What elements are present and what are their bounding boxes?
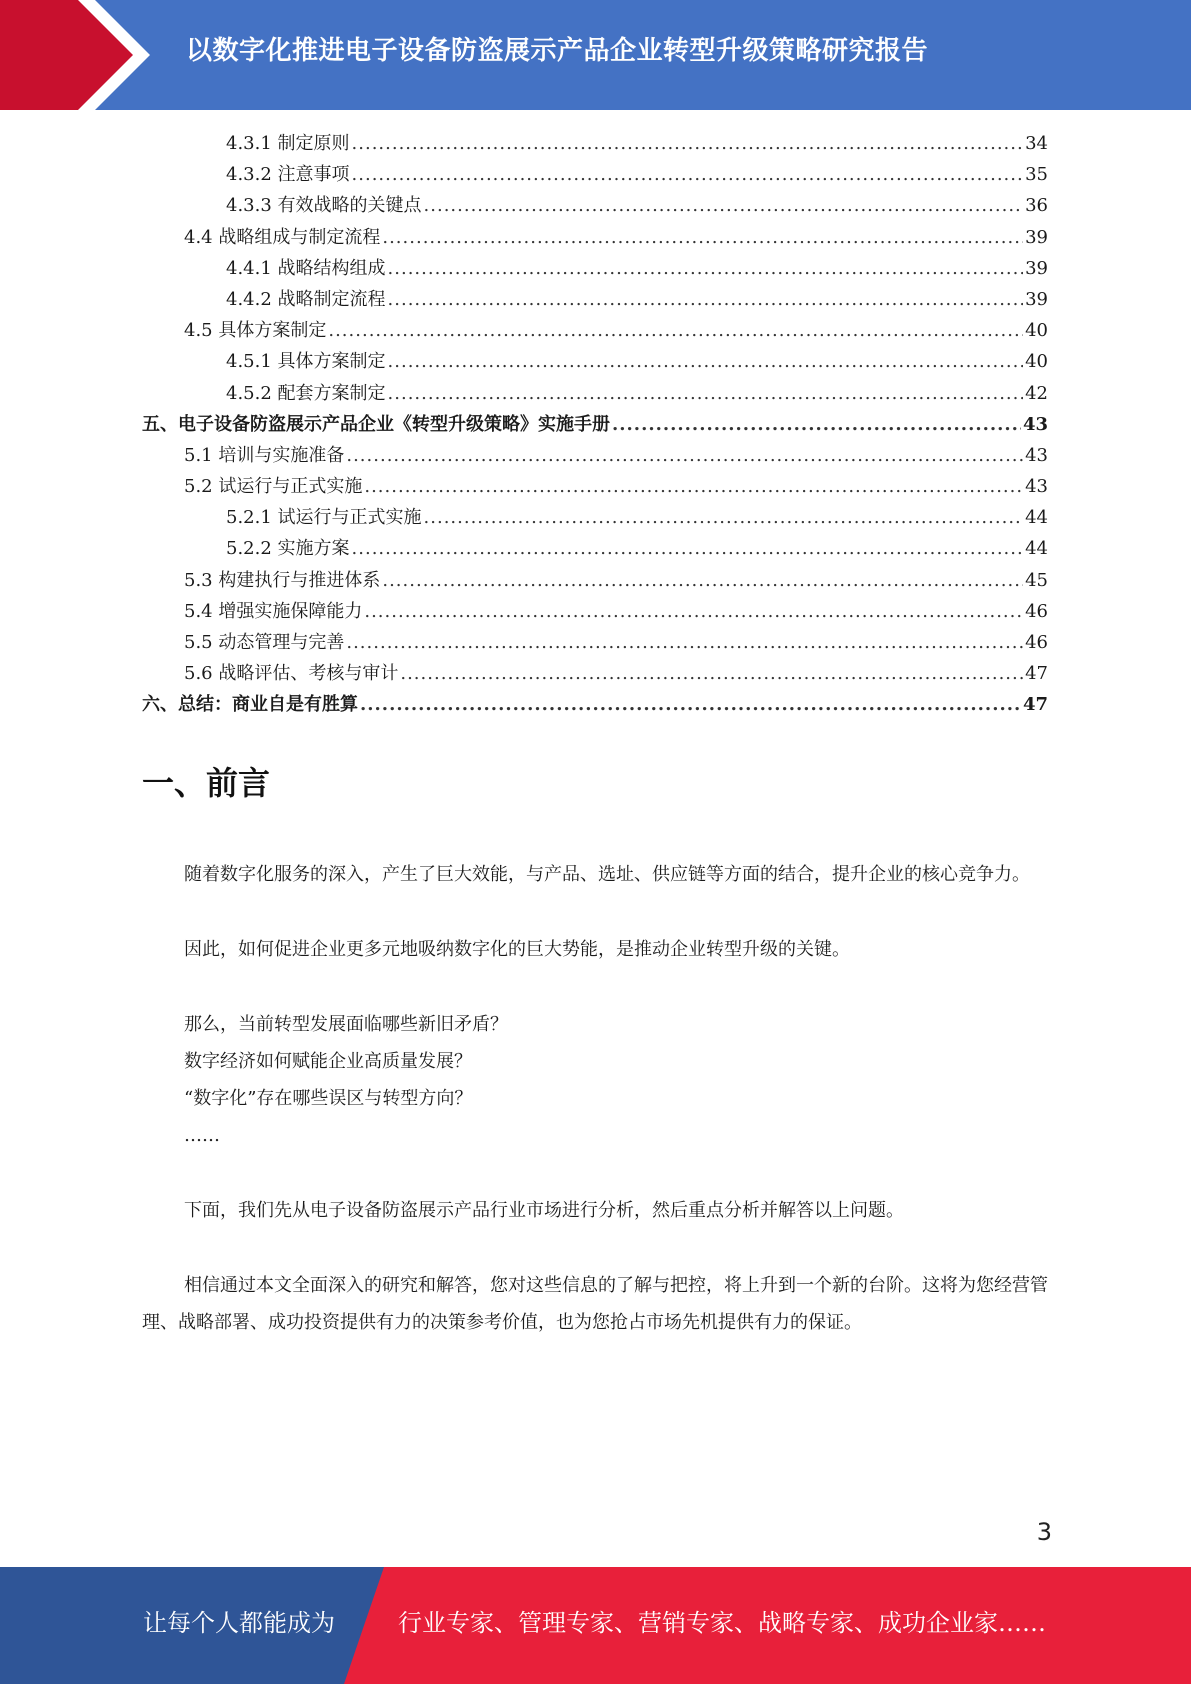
toc-entry[interactable] [142,159,1048,190]
toc-entry-page: 42 [1025,382,1048,404]
toc-entry-page: 34 [1025,133,1048,154]
toc-entry-page: 39 [1025,288,1048,310]
toc-entry-title: 4.5.2 配套方案制定 [226,382,386,404]
toc-entry-title: 六、总结：商业自是有胜算 [142,694,358,716]
toc-entry-title: 4.5.1 具体方案制定 [226,351,386,373]
toc-dot-leader [388,378,1024,409]
toc-entry-title: 5.2.2 实施方案 [226,538,350,560]
toc-entry-page: 44 [1025,538,1048,560]
toc-entry-title: 4.3.2 注意事项 [226,164,350,186]
footer-slogan-left: 让每个人都能成为 [143,1609,335,1637]
toc-entry-page: 47 [1022,694,1048,716]
toc-entry-page: 46 [1025,632,1048,653]
toc-entry-title: 4.3.1 制定原则 [226,133,350,154]
toc-entry-title: 4.3.3 有效战略的关键点 [226,195,422,217]
toc-entry-page: 40 [1025,320,1048,342]
body-text [142,856,1048,1341]
footer-slogan-right: 行业专家、管理专家、营销专家、战略专家、成功企业家…… [398,1609,1046,1637]
toc-entry-title: 5.6 战略评估、考核与审计 [184,663,399,685]
toc-entry-title: 4.4 战略组成与制定流程 [184,226,381,248]
ellipsis: …… [184,1125,220,1146]
paragraph-intro: 随着数字化服务的深入，产生了巨大效能，与产品、选址、供应链等方面的结合，提升企业的核心竞争力。 [184,864,1030,885]
toc-entry-title: 4.5 具体方案制定 [184,320,327,342]
question-2: 数字经济如何赋能企业高质量发展？ [184,1051,472,1072]
footer-banner [0,1567,1191,1684]
toc-entry[interactable] [142,190,1048,221]
toc-entry-page: 40 [1025,351,1048,373]
toc-entry[interactable] [142,222,1048,253]
document-title: 以数字化推进电子设备防盗展示产品企业转型升级策略研究报告 [186,36,929,66]
toc-dot-leader [388,284,1024,315]
toc-entry-page: 36 [1025,195,1048,217]
toc-dot-leader [382,222,1023,253]
toc-entry[interactable] [142,533,1048,564]
toc-entry[interactable] [142,471,1048,502]
toc-entry[interactable] [142,689,1048,720]
toc-dot-leader [352,128,1024,159]
toc-entry[interactable] [142,346,1048,377]
toc-entry[interactable] [142,565,1048,596]
toc-entry-title: 5.3 构建执行与推进体系 [184,569,381,591]
toc-dot-leader [328,315,1023,346]
toc-entry-page: 44 [1025,507,1048,529]
toc-entry-page: 46 [1025,600,1048,622]
question-3: “数字化”存在哪些误区与转型方向？ [184,1088,473,1109]
page-number: 3 [1036,1518,1052,1546]
toc-entry-page: 43 [1022,413,1048,435]
toc-entry-title: 5.5 动态管理与完善 [184,632,345,653]
toc-dot-leader [388,346,1024,377]
toc-entry[interactable] [142,440,1048,471]
paragraph-conclusion: 相信通过本文全面深入的研究和解答，您对这些信息的了解与把控，将上升到一个新的台阶。这将为您经营管理、战略部署、成功投资提供有力的决策参考价值，也为您抢占市场先机提供有力的保证。 [142,1275,1048,1333]
toc-entry[interactable] [142,627,1048,658]
toc-entry-title: 5.1 培训与实施准备 [184,444,345,466]
header-banner [0,0,1191,110]
toc-dot-leader [424,502,1024,533]
question-1: 那么，当前转型发展面临哪些新旧矛盾？ [184,1014,508,1035]
toc-dot-leader [612,409,1021,440]
table-of-contents [142,128,1048,721]
toc-entry[interactable] [142,128,1048,159]
toc-entry-title: 4.4.1 战略结构组成 [226,257,386,279]
toc-dot-leader [364,471,1023,502]
toc-entry-page: 47 [1025,663,1048,685]
toc-entry-title: 5.4 增强实施保障能力 [184,600,363,622]
toc-dot-leader [364,596,1023,627]
toc-dot-leader [346,627,1023,658]
toc-entry-title: 五、电子设备防盗展示产品企业《转型升级策略》实施手册 [142,413,610,435]
toc-dot-leader [346,440,1023,471]
toc-entry[interactable] [142,596,1048,627]
toc-entry-title: 4.4.2 战略制定流程 [226,288,386,310]
toc-entry-page: 39 [1025,226,1048,248]
toc-entry[interactable] [142,658,1048,689]
toc-entry-page: 45 [1025,569,1048,591]
toc-entry-page: 39 [1025,257,1048,279]
toc-entry-title: 5.2 试运行与正式实施 [184,476,363,498]
toc-dot-leader [424,190,1024,221]
toc-entry-page: 43 [1025,476,1048,498]
toc-dot-leader [388,253,1024,284]
toc-entry-page: 43 [1025,444,1048,466]
toc-entry[interactable] [142,253,1048,284]
toc-entry[interactable] [142,284,1048,315]
toc-entry-title: 5.2.1 试运行与正式实施 [226,507,422,529]
toc-entry-page: 35 [1025,164,1048,186]
paragraph-analysis: 下面，我们先从电子设备防盗展示产品行业市场进行分析，然后重点分析并解答以上问题。 [184,1200,904,1221]
toc-dot-leader [400,658,1023,689]
section-heading: 一、前言 [142,764,271,802]
toc-dot-leader [360,689,1021,720]
toc-dot-leader [382,565,1023,596]
toc-entry[interactable] [142,315,1048,346]
toc-entry[interactable] [142,409,1048,440]
paragraph-key: 因此，如何促进企业更多元地吸纳数字化的巨大势能，是推动企业转型升级的关键。 [184,939,850,960]
toc-dot-leader [352,159,1024,190]
toc-entry[interactable] [142,502,1048,533]
toc-entry[interactable] [142,378,1048,409]
toc-dot-leader [352,533,1024,564]
